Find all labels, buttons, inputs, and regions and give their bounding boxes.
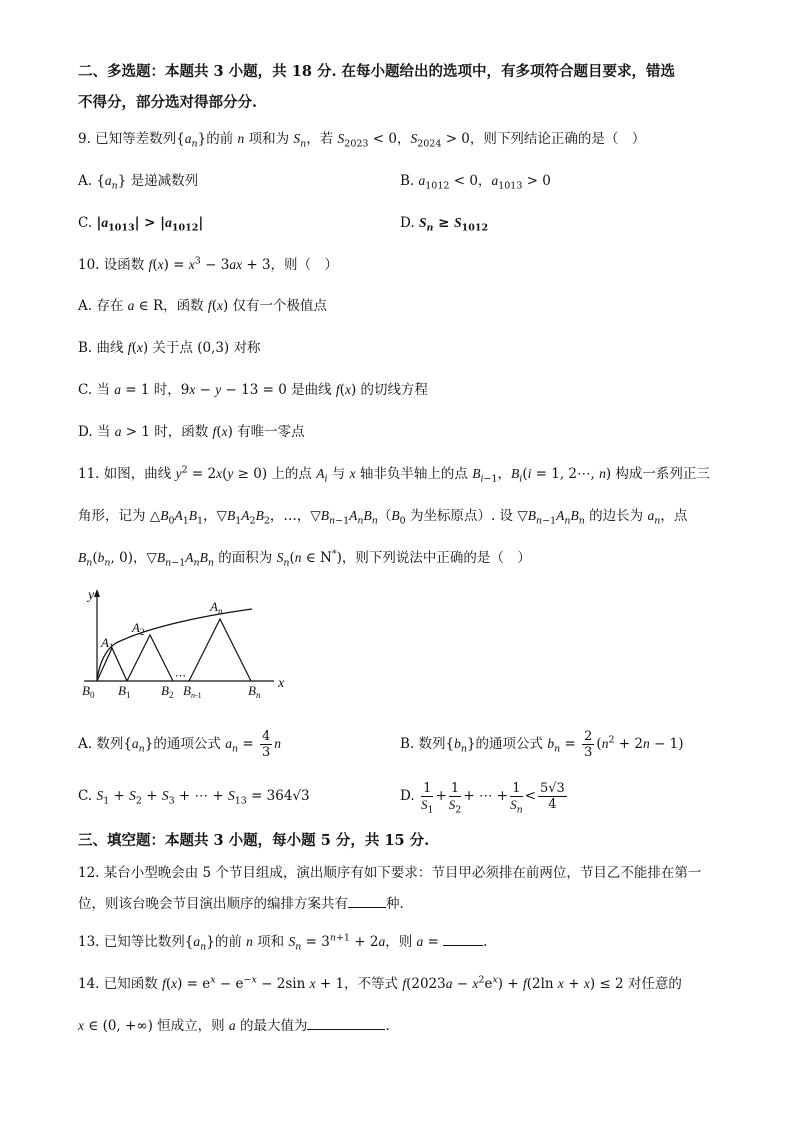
question-11-stem-line2: 角形，记为 $\triangle B_0A_1B_1$，$▽B_1A_2B_2$，…，$▽B_{n-1}A_nB_n(B_0$ 为坐标原点）. 设 $▽B_{n-1}A_nB_n$ 的边长为 $a_n$，点 [78, 508, 688, 527]
label-an: $A_n$ [210, 599, 223, 616]
triangle-n [189, 619, 251, 681]
question-14-line1: 14. 已知函数 $f(x) = e^x - e^{-x} - 2\sin$ x + 1，不等式 $f(2023a - x^2e^x) + f(2\ln$ x + x) ≤ 2 对任意的 [78, 974, 682, 992]
question-9-option-d: D. $S_n \ge S_{1012}$ [400, 215, 489, 234]
svg-text:⋯: ⋯ [175, 670, 186, 682]
section-heading-cont: 不得分，部分选对得部分分. [78, 94, 258, 111]
section-heading: 三、填空题：本题共 3 小题，每小题 5 分，共 15 分. [78, 832, 430, 849]
question-12-line1: 12. 某台小型晚会由 5 个节目组成，演出顺序有如下要求：节目甲必须排在前两位，节目乙不能排在第一 [78, 865, 702, 881]
question-11-option-a: A. 数列$\{a_n\}$的通项公式 $a_n$ = $\frac{4}{3}$ n [78, 729, 281, 760]
question-11-figure [74, 583, 304, 703]
label-b0: $B_0$ [82, 683, 95, 700]
question-10-option-d: D. 当 a > 1 时，函数 f(x) 有唯一零点 [78, 424, 305, 440]
question-11-option-d: D. $\frac{1}{S_1}$ + $\frac{1}{S_2}$ + ⋯ + $\frac{1}{S_n}$ < $\frac{5√3}{4}$ [400, 780, 565, 816]
question-10-option-b: B. 曲线 f(x) 关于点 (0,3) 对称 [78, 340, 261, 356]
question-11-stem-line3: $B_n(b_n$, 0)，$▽B_{n-1}A_nB_n$ 的面积为 $S_n(n$ ∈ N*)，则下列说法中正确的是（ ） [78, 548, 531, 569]
question-14-line2: x ∈ (0, +∞) 恒成立，则 a 的最大值为 . [78, 1018, 390, 1034]
section-heading: 二、多选题：本题共 3 小题，共 18 分. 在每小题给出的选项中，有多项符合题目要求，错选 [78, 63, 676, 80]
label-bn: $B_n$ [248, 683, 261, 700]
question-9-option-a: A. $\{a_n\}$ 是递减数列 [78, 173, 199, 192]
triangle-2 [127, 635, 173, 681]
question-11-stem-line1: 11. 如图，曲线 $y^2 = 2x(y \ge 0)$ 上的点 $A_i$ 与 x 轴非负半轴上的点 $B_{i-1}$，$B_i(i = 1$, 2⋯, n) 构成一系列正三 [78, 464, 710, 485]
label-a1: $A_1$ [101, 635, 114, 652]
question-13: 13. 已知等比数列$\{a_n\}$的前 n 项和 $S_n = 3^{n+1} + 2a$，则 a = . [78, 932, 488, 953]
question-10-option-c: C. 当 a = 1 时，9x − y − 13 = 0 是曲线 f(x) 的切线方程 [78, 382, 429, 398]
question-11-option-b: B. 数列$\{b_n\}$的通项公式 $b_n$ = $\frac{2}{3}$ $(n^2 + 2n - 1)$ [400, 729, 684, 760]
question-10-stem: 10. 设函数 $f(x) = x^3 - 3ax + 3$，则（ ） [78, 255, 339, 273]
label-b2: $B_2$ [161, 683, 174, 700]
question-9-stem: 9. 已知等差数列$\{a_n\}$的前 n 项和为 $S_n$，若 $S_{2023} < 0$，$S_{2024} > 0$，则下列结论正确的是（ ） [78, 131, 646, 150]
triangle-1 [97, 648, 127, 681]
question-9-option-c: C. $|a_{1013}| > |a_{1012}|$ [78, 215, 204, 234]
label-b1: $B_1$ [118, 683, 131, 700]
question-11-option-c: C. $S_1 + S_2 + S_3$ + ⋯ + $S_{13} = 364√3$ [78, 788, 310, 807]
label-x: x [278, 676, 285, 691]
question-9-option-b: B. $a_{1012} < 0$，$a_{1013} > 0$ [400, 173, 551, 192]
label-a2: $A_2$ [132, 620, 145, 637]
question-10-option-a: A. 存在 a ∈ R，函数 f(x) 仅有一个极值点 [78, 298, 328, 314]
label-y: y [88, 588, 95, 603]
label-bn-1: $B_n-1$ [183, 683, 202, 700]
question-12-line2: 位，则该台晚会节目演出顺序的编排方案共有 种. [78, 896, 404, 912]
